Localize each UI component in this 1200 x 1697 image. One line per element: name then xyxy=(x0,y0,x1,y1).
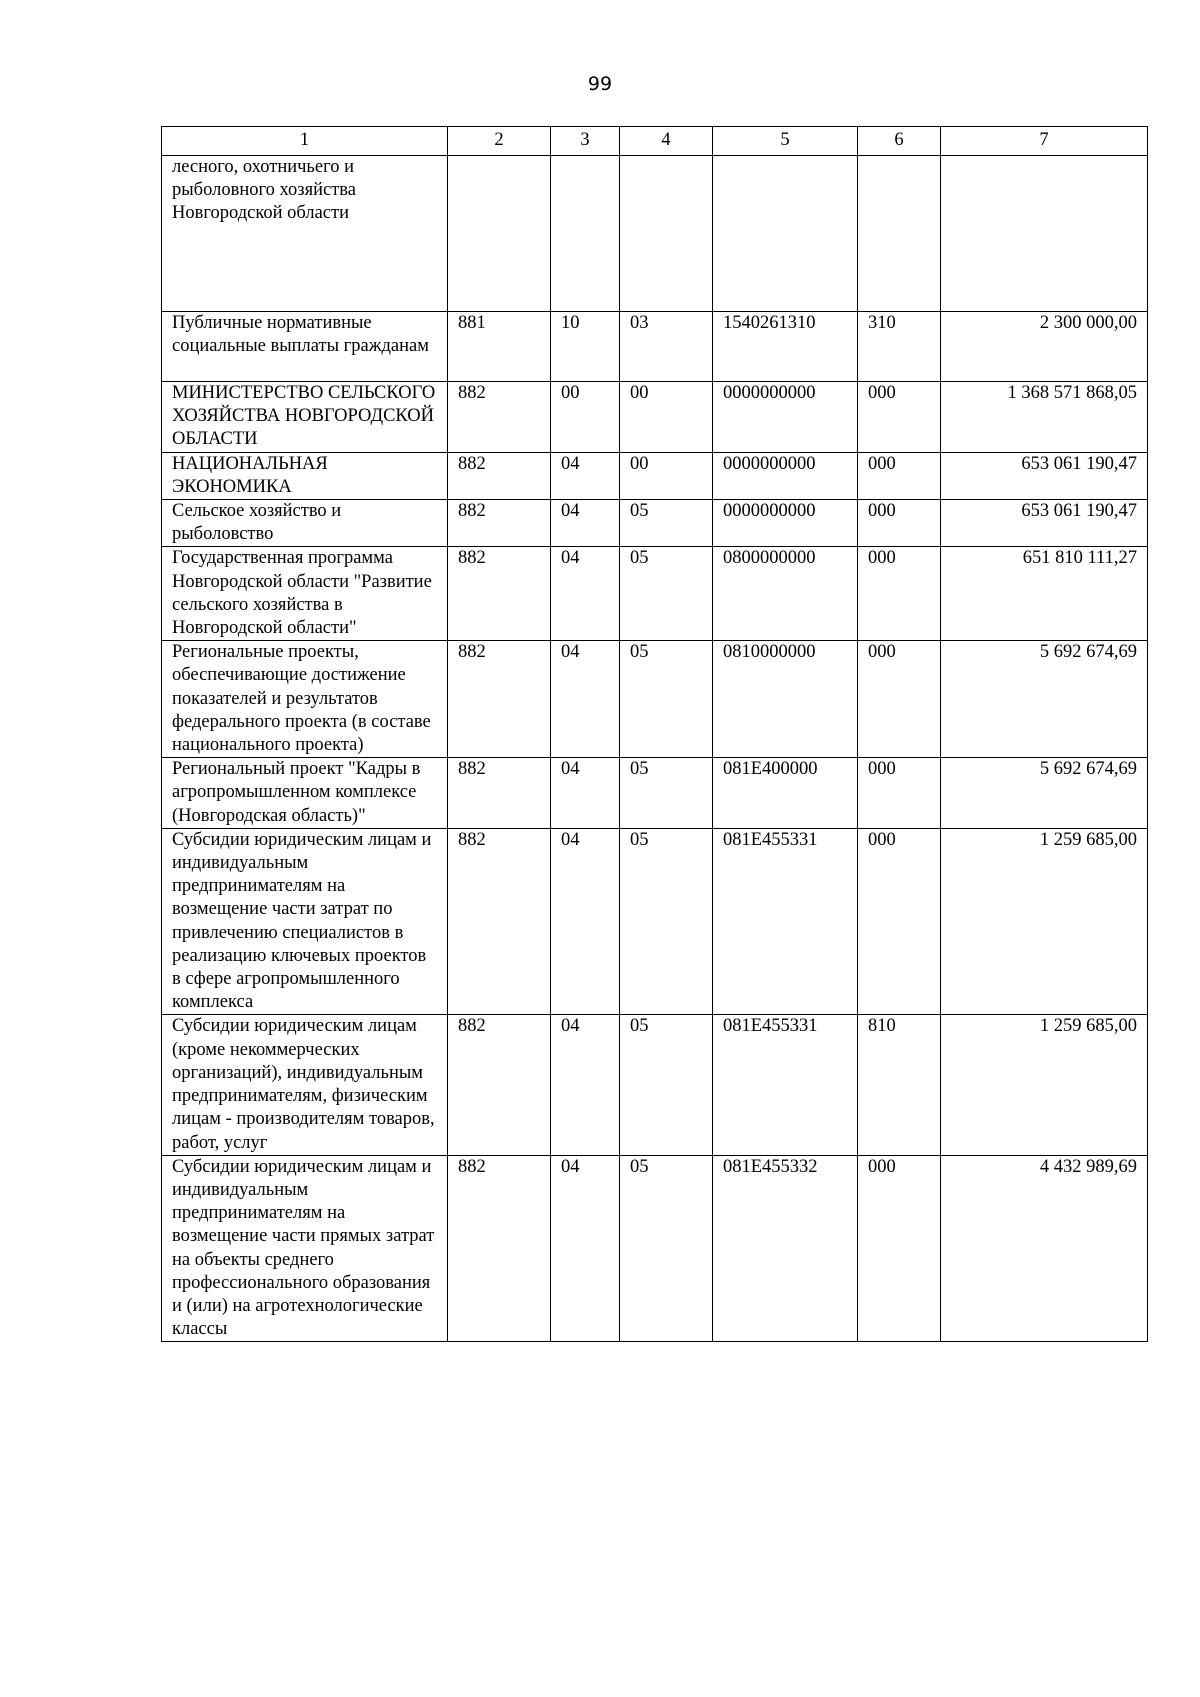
row-code-4: 05 xyxy=(620,828,713,1015)
row-name: МИНИСТЕРСТВО СЕЛЬСКОГО ХОЗЯЙСТВА НОВГОРОДСКОЙ ОБЛАСТИ xyxy=(162,382,448,453)
row-code-5: 0000000000 xyxy=(713,500,858,547)
row-name: лесного, охотничьего и рыболовного хозяйства Новгородской области xyxy=(162,156,448,312)
header-col-1: 1 xyxy=(162,127,448,156)
row-amount: 1 259 685,00 xyxy=(941,828,1148,1015)
row-code-6: 000 xyxy=(858,382,941,453)
row-code-6: 000 xyxy=(858,500,941,547)
table-row xyxy=(162,547,1148,641)
header-col-4: 4 xyxy=(620,127,713,156)
row-amount: 4 432 989,69 xyxy=(941,1155,1148,1342)
table-row xyxy=(162,156,1148,312)
row-code-3 xyxy=(551,156,620,312)
row-code-2 xyxy=(448,156,551,312)
row-code-3: 04 xyxy=(551,828,620,1015)
row-name: Публичные нормативные социальные выплаты гражданам xyxy=(162,312,448,382)
header-row xyxy=(162,127,1148,156)
row-amount: 1 368 571 868,05 xyxy=(941,382,1148,453)
row-code-2: 881 xyxy=(448,312,551,382)
row-code-5: 0800000000 xyxy=(713,547,858,641)
header-col-7: 7 xyxy=(941,127,1148,156)
row-code-5 xyxy=(713,156,858,312)
row-code-4: 05 xyxy=(620,1015,713,1155)
row-name: Региональные проекты, обеспечивающие достижение показателей и результатов федерального проекта (в составе национального проекта) xyxy=(162,641,448,758)
row-name: Государственная программа Новгородской области "Развитие сельского хозяйства в Новгородской области" xyxy=(162,547,448,641)
row-amount: 651 810 111,27 xyxy=(941,547,1148,641)
header-col-6: 6 xyxy=(858,127,941,156)
row-name: НАЦИОНАЛЬНАЯ ЭКОНОМИКА xyxy=(162,452,448,499)
row-name: Сельское хозяйство и рыболовство xyxy=(162,500,448,547)
row-code-2: 882 xyxy=(448,758,551,829)
row-amount: 653 061 190,47 xyxy=(941,452,1148,499)
row-code-3: 00 xyxy=(551,382,620,453)
row-code-5: 0810000000 xyxy=(713,641,858,758)
table-row xyxy=(162,828,1148,1015)
row-code-4 xyxy=(620,156,713,312)
page-number: 99 xyxy=(587,73,613,95)
row-name: Субсидии юридическим лицам и индивидуальным предпринимателям на возмещение части затрат по привлечению специалистов в реализацию ключевых проектов в сфере агропромышленного комплекса xyxy=(162,828,448,1015)
table-row xyxy=(162,758,1148,829)
table-row xyxy=(162,382,1148,453)
row-code-5: 1540261310 xyxy=(713,312,858,382)
row-code-3: 04 xyxy=(551,500,620,547)
row-code-4: 00 xyxy=(620,382,713,453)
row-code-2: 882 xyxy=(448,1015,551,1155)
row-code-5: 081E455331 xyxy=(713,1015,858,1155)
row-code-4: 00 xyxy=(620,452,713,499)
row-code-6: 000 xyxy=(858,641,941,758)
row-code-6 xyxy=(858,156,941,312)
row-code-2: 882 xyxy=(448,500,551,547)
row-amount: 2 300 000,00 xyxy=(941,312,1148,382)
table-row xyxy=(162,1015,1148,1155)
row-code-3: 04 xyxy=(551,547,620,641)
row-name: Субсидии юридическим лицам и индивидуальным предпринимателям на возмещение части прямых затрат на объекты среднего профессионального образования и (или) на агротехнологические классы xyxy=(162,1155,448,1342)
row-code-6: 000 xyxy=(858,828,941,1015)
row-code-3: 04 xyxy=(551,1155,620,1342)
header-col-5: 5 xyxy=(713,127,858,156)
row-name: Региональный проект "Кадры в агропромышленном комплексе (Новгородская область)" xyxy=(162,758,448,829)
table-row xyxy=(162,500,1148,547)
row-code-6: 310 xyxy=(858,312,941,382)
row-code-4: 05 xyxy=(620,1155,713,1342)
row-code-3: 04 xyxy=(551,758,620,829)
row-code-2: 882 xyxy=(448,382,551,453)
row-code-5: 081E455332 xyxy=(713,1155,858,1342)
row-code-6: 810 xyxy=(858,1015,941,1155)
row-code-5: 081E400000 xyxy=(713,758,858,829)
row-name: Субсидии юридическим лицам (кроме некоммерческих организаций), индивидуальным предпринимателям, физическим лицам - производителям товаров, работ, услуг xyxy=(162,1015,448,1155)
row-code-2: 882 xyxy=(448,547,551,641)
row-code-6: 000 xyxy=(858,452,941,499)
row-code-6: 000 xyxy=(858,1155,941,1342)
row-code-2: 882 xyxy=(448,641,551,758)
table-row xyxy=(162,312,1148,382)
row-amount: 1 259 685,00 xyxy=(941,1015,1148,1155)
table-row xyxy=(162,452,1148,499)
row-amount xyxy=(941,156,1148,312)
row-code-6: 000 xyxy=(858,758,941,829)
row-code-2: 882 xyxy=(448,452,551,499)
row-code-3: 04 xyxy=(551,452,620,499)
row-code-4: 05 xyxy=(620,758,713,829)
budget-table xyxy=(161,126,1148,1342)
row-code-5: 0000000000 xyxy=(713,452,858,499)
row-code-4: 05 xyxy=(620,547,713,641)
table-row xyxy=(162,641,1148,758)
row-code-2: 882 xyxy=(448,1155,551,1342)
row-code-4: 05 xyxy=(620,641,713,758)
row-amount: 5 692 674,69 xyxy=(941,641,1148,758)
row-code-2: 882 xyxy=(448,828,551,1015)
row-amount: 653 061 190,47 xyxy=(941,500,1148,547)
header-col-2: 2 xyxy=(448,127,551,156)
row-code-5: 0000000000 xyxy=(713,382,858,453)
row-code-4: 05 xyxy=(620,500,713,547)
row-code-3: 10 xyxy=(551,312,620,382)
row-code-3: 04 xyxy=(551,1015,620,1155)
row-code-3: 04 xyxy=(551,641,620,758)
header-col-3: 3 xyxy=(551,127,620,156)
row-code-4: 03 xyxy=(620,312,713,382)
row-code-6: 000 xyxy=(858,547,941,641)
row-code-5: 081E455331 xyxy=(713,828,858,1015)
row-amount: 5 692 674,69 xyxy=(941,758,1148,829)
table-row xyxy=(162,1155,1148,1342)
